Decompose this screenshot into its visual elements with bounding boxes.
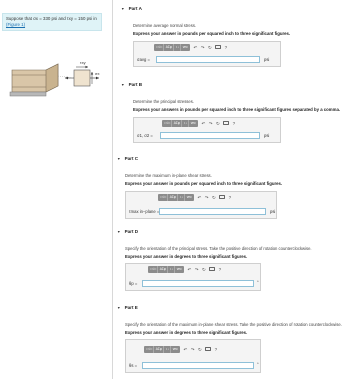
part-a-unit: psi: [264, 57, 270, 62]
part-a-instruction: Express your answer in pounds per squared inch to three significant figures.: [133, 31, 291, 36]
part-c-header[interactable]: ▼ Part C: [117, 156, 139, 161]
part-e-toolbar: [142, 344, 217, 354]
keyboard-icon[interactable]: [223, 121, 229, 125]
templates-button[interactable]: □√□: [155, 44, 164, 51]
math-toolbar: [162, 120, 198, 127]
part-c-toolbar: [156, 192, 231, 202]
part-d-variable: θp =: [129, 281, 138, 286]
keyboard-icon[interactable]: [219, 195, 225, 199]
redo-icon[interactable]: ↷: [194, 266, 199, 272]
redo-icon[interactable]: ↷: [204, 194, 209, 200]
part-e-header[interactable]: ▼ Part E: [117, 305, 138, 310]
reset-icon[interactable]: ↻: [215, 120, 220, 126]
part-a-variable: σavg =: [137, 57, 150, 62]
part-e-answer-box: [125, 339, 261, 373]
part-c-description: Determine the maximum in-plane shear stress.: [125, 173, 212, 178]
part-c-unit: psi: [270, 209, 276, 214]
help-icon[interactable]: ?: [232, 120, 236, 126]
sigma-label: σx: [95, 71, 100, 76]
keyboard-icon[interactable]: [205, 347, 211, 351]
part-c-answer-box: [125, 191, 277, 219]
greek-button[interactable]: ΑΣφ: [154, 346, 164, 353]
part-d-description: Specify the orientation of the principal stress. Take the positive direction of rotation counterclockwise.: [125, 246, 312, 251]
undo-icon[interactable]: ↶: [201, 120, 206, 126]
problem-text: Suppose that σx = 330 psi and τxy = 150 psi in: [6, 16, 97, 21]
part-e-variable: θs =: [129, 363, 138, 368]
part-d-answer-box: [125, 263, 261, 291]
part-e-answer-input[interactable]: [142, 362, 254, 369]
math-toolbar: [144, 346, 180, 353]
vec-button[interactable]: vec: [176, 266, 182, 271]
part-b-header[interactable]: ▼ Part B: [121, 82, 143, 87]
math-toolbar: [148, 266, 184, 273]
part-d-header[interactable]: ▼ Part D: [117, 229, 139, 234]
arrows-button[interactable]: ↕↓: [168, 266, 175, 273]
part-d-instruction: Express your answer in degrees to three significant figures.: [125, 254, 248, 259]
greek-button[interactable]: ΑΣφ: [172, 120, 182, 127]
part-a-answer-box: [133, 41, 281, 67]
templates-button[interactable]: □√□: [163, 120, 172, 127]
templates-button[interactable]: □√□: [159, 194, 168, 201]
part-c-variable: τmax in−plane =: [129, 209, 160, 214]
part-e-unit: °: [257, 362, 259, 367]
help-icon[interactable]: ?: [228, 194, 232, 200]
redo-icon[interactable]: ↷: [208, 120, 213, 126]
part-d-toolbar: [146, 264, 221, 274]
help-icon[interactable]: ?: [214, 346, 218, 352]
undo-icon[interactable]: ↶: [183, 346, 188, 352]
collapse-caret-icon[interactable]: ▼: [121, 83, 125, 87]
collapse-caret-icon[interactable]: ▼: [117, 230, 121, 234]
vec-button[interactable]: vec: [172, 346, 178, 351]
undo-icon[interactable]: ↶: [187, 266, 192, 272]
part-c-answer-input[interactable]: [159, 208, 266, 215]
part-e-description: Specify the orientation of the maximum in-plane shear stress. Take the positive direction of rotation counterclockwise.: [125, 322, 342, 327]
redo-icon[interactable]: ↷: [200, 44, 205, 50]
part-b-variable: σ1, σ2 =: [137, 133, 153, 138]
column-divider: [112, 0, 113, 379]
figure-link[interactable]: (Figure 1): [6, 22, 26, 27]
collapse-caret-icon[interactable]: ▼: [117, 306, 121, 310]
part-d-unit: °: [257, 280, 259, 285]
part-b-unit: psi: [264, 133, 270, 138]
arrows-button[interactable]: ↕↓: [182, 120, 189, 127]
help-icon[interactable]: ?: [218, 266, 222, 272]
part-b-answer-box: [133, 117, 281, 143]
redo-icon[interactable]: ↷: [190, 346, 195, 352]
keyboard-icon[interactable]: [215, 45, 221, 49]
vec-button[interactable]: vec: [186, 194, 192, 199]
help-icon[interactable]: ?: [224, 44, 228, 50]
undo-icon[interactable]: ↶: [193, 44, 198, 50]
greek-button[interactable]: ΑΣφ: [158, 266, 168, 273]
reset-icon[interactable]: ↻: [197, 346, 202, 352]
greek-button[interactable]: ΑΣφ: [168, 194, 178, 201]
arrows-button[interactable]: ↕↓: [178, 194, 185, 201]
problem-statement: [2, 13, 102, 31]
reset-icon[interactable]: ↻: [207, 44, 212, 50]
vec-button[interactable]: vec: [182, 44, 188, 49]
keyboard-icon[interactable]: [209, 267, 215, 271]
problem-panel: [0, 0, 112, 379]
vec-button[interactable]: vec: [190, 120, 196, 125]
greek-button[interactable]: ΑΣφ: [164, 44, 174, 51]
part-b-instruction: Express your answers in pounds per squared inch to three significant figures separated by a comma.: [133, 107, 341, 112]
templates-button[interactable]: □√□: [145, 346, 154, 353]
arrows-button[interactable]: ↕↓: [174, 44, 181, 51]
part-a-answer-input[interactable]: [156, 56, 260, 63]
part-d-answer-input[interactable]: [142, 280, 254, 287]
reset-icon[interactable]: ↻: [211, 194, 216, 200]
beam-figure: [6, 56, 104, 106]
part-b-toolbar: [160, 118, 235, 128]
arrows-button[interactable]: ↕↓: [164, 346, 171, 353]
math-toolbar: [154, 44, 190, 51]
part-a-description: Determine average normal stress.: [133, 23, 197, 28]
undo-icon[interactable]: ↶: [197, 194, 202, 200]
reset-icon[interactable]: ↻: [201, 266, 206, 272]
part-e-instruction: Express your answer in degrees to three significant figures.: [125, 330, 248, 335]
templates-button[interactable]: □√□: [149, 266, 158, 273]
part-a-header[interactable]: ▼ Part A: [121, 6, 142, 11]
collapse-caret-icon[interactable]: ▼: [117, 157, 121, 161]
part-b-description: Determine the principal stresses.: [133, 99, 194, 104]
math-toolbar: [158, 194, 194, 201]
tau-label: τxy: [80, 60, 86, 65]
collapse-caret-icon[interactable]: ▼: [121, 7, 125, 11]
part-c-instruction: Express your answer in pounds per squared inch to three significant figures.: [125, 181, 283, 186]
part-a-toolbar: [152, 42, 227, 52]
part-b-answer-input[interactable]: [160, 132, 260, 139]
